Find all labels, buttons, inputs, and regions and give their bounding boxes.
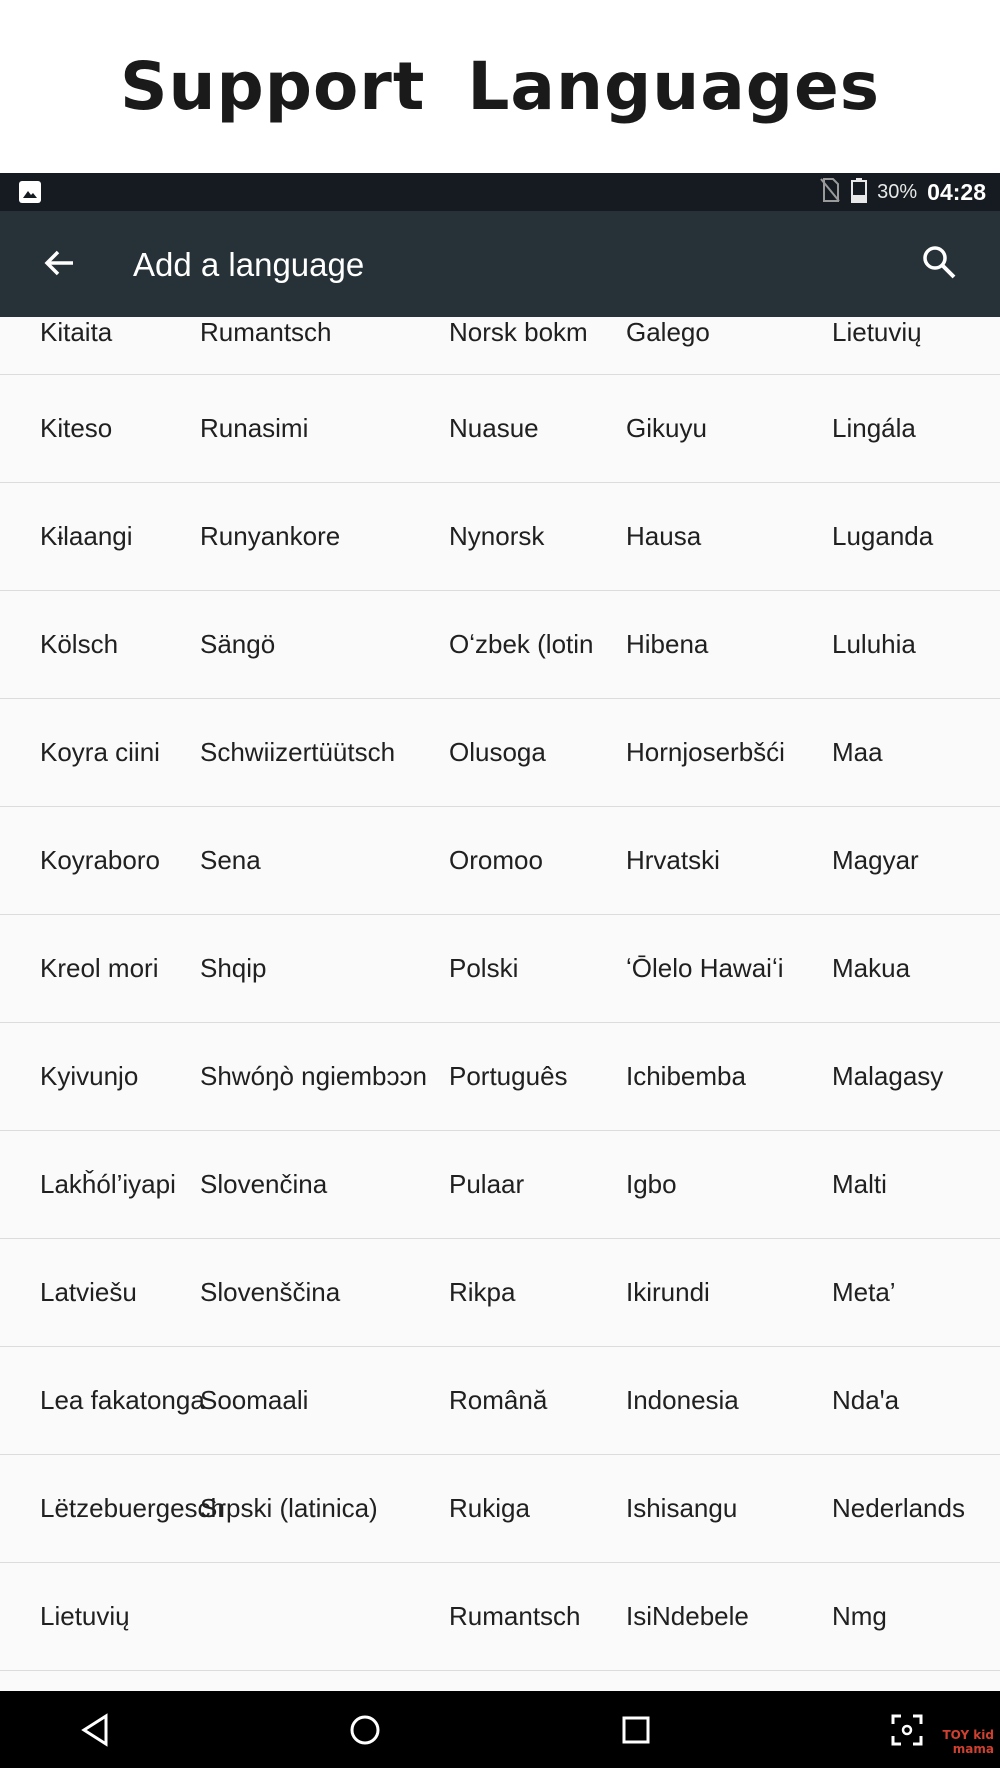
page-title: Add a language xyxy=(133,246,365,283)
language-item[interactable]: Hausa xyxy=(626,521,702,551)
language-item[interactable]: Kitaita xyxy=(40,317,113,347)
language-item[interactable]: Română xyxy=(449,1385,548,1415)
image-notification-icon xyxy=(19,181,41,203)
language-item[interactable]: Polski xyxy=(449,953,519,983)
status-time: 04:28 xyxy=(927,178,986,205)
language-item[interactable]: Schwiizertüütsch xyxy=(200,737,396,767)
language-item[interactable]: Indonesia xyxy=(626,1385,739,1415)
language-item[interactable]: Olusoga xyxy=(449,737,546,767)
language-item[interactable]: Nmg xyxy=(832,1601,887,1631)
language-item[interactable]: Soomaali xyxy=(200,1385,309,1415)
language-item[interactable]: Lietuvių xyxy=(832,317,922,347)
language-list[interactable] xyxy=(0,317,1000,1691)
language-item[interactable]: Maa xyxy=(832,737,883,767)
language-item[interactable] xyxy=(200,1563,410,1670)
language-item[interactable]: Koyra ciini xyxy=(40,737,160,767)
language-item[interactable]: Luganda xyxy=(832,521,934,551)
language-item[interactable]: Igbo xyxy=(626,1169,677,1199)
status-bar xyxy=(0,173,1000,211)
language-item[interactable]: Oʻzbek (lotin xyxy=(449,629,594,659)
watermark-logo: TOY kid mama xyxy=(942,1728,994,1756)
language-row xyxy=(0,699,1000,807)
language-item[interactable]: Lakȟól’iyapi xyxy=(40,1169,176,1199)
language-item[interactable]: Gikuyu xyxy=(626,413,707,443)
language-row xyxy=(0,915,1000,1023)
language-item[interactable]: Shqip xyxy=(200,953,267,983)
language-item[interactable]: Malagasy xyxy=(832,1061,944,1091)
language-item[interactable]: Nuasue xyxy=(449,413,539,443)
language-item[interactable]: Rukiga xyxy=(449,1493,530,1523)
language-item[interactable]: Pulaar xyxy=(449,1169,525,1199)
language-item[interactable]: Kɨlaangi xyxy=(40,521,133,551)
language-item[interactable]: Hornjoserbšći xyxy=(626,737,785,767)
language-item[interactable]: Nynorsk xyxy=(449,521,545,551)
language-row xyxy=(0,591,1000,699)
language-item[interactable]: Ndaꞌa xyxy=(832,1385,900,1415)
language-item[interactable]: Malti xyxy=(832,1169,887,1199)
language-item[interactable]: Lingála xyxy=(832,413,916,443)
language-item[interactable]: Ikirundi xyxy=(626,1277,710,1307)
language-item[interactable]: Ichibemba xyxy=(626,1061,746,1091)
language-item[interactable]: Kiteso xyxy=(40,413,113,443)
language-item[interactable]: Hibena xyxy=(626,629,709,659)
language-item[interactable]: Latviešu xyxy=(40,1277,137,1307)
language-item[interactable]: IsiNdebele xyxy=(626,1601,749,1631)
language-item[interactable]: Sena xyxy=(200,845,261,875)
language-item[interactable]: Shwóŋò ngiembɔɔn xyxy=(200,1061,427,1091)
no-sim-icon xyxy=(819,177,841,208)
language-item[interactable]: Rumantsch xyxy=(449,1601,581,1631)
language-item[interactable]: Rumantsch xyxy=(200,317,332,347)
language-item[interactable]: Norsk bokm xyxy=(449,317,588,347)
language-item[interactable]: Galego xyxy=(626,317,710,347)
language-item[interactable]: Srpski (latinica) xyxy=(200,1493,378,1523)
language-row xyxy=(0,1239,1000,1347)
language-item[interactable]: Slovenčina xyxy=(200,1169,328,1199)
app-bar xyxy=(0,211,1000,317)
banner-title: Support Languages xyxy=(119,48,881,125)
battery-icon xyxy=(851,177,867,208)
navigation-bar xyxy=(0,1691,1000,1768)
language-row xyxy=(0,1023,1000,1131)
language-item[interactable]: Runasimi xyxy=(200,413,309,443)
language-item[interactable]: Luluhia xyxy=(832,629,916,659)
language-item[interactable]: Português xyxy=(449,1061,568,1091)
search-icon[interactable] xyxy=(920,243,958,281)
language-row xyxy=(0,807,1000,915)
nav-recents-icon[interactable] xyxy=(616,1710,656,1750)
language-item[interactable]: Kreol mori xyxy=(40,953,159,983)
language-item[interactable]: Lëtzebuergesch xyxy=(40,1493,226,1523)
language-row xyxy=(0,307,1000,375)
language-item[interactable]: Hrvatski xyxy=(626,845,720,875)
language-row xyxy=(0,1563,1000,1671)
language-item[interactable]: ʻŌlelo Hawaiʻi xyxy=(626,953,784,983)
language-item[interactable]: Nederlands xyxy=(832,1493,965,1523)
language-item[interactable]: Makua xyxy=(832,953,911,983)
language-item[interactable]: Oromoo xyxy=(449,845,543,875)
language-row xyxy=(0,483,1000,591)
language-item[interactable]: Ishisangu xyxy=(626,1493,738,1523)
language-item[interactable]: Lea fakatonga xyxy=(40,1385,205,1415)
arrow-back-icon[interactable] xyxy=(42,245,78,281)
language-item[interactable]: Rikpa xyxy=(449,1277,516,1307)
language-item[interactable]: Runyankore xyxy=(200,521,341,551)
promo-banner xyxy=(0,0,1000,173)
nav-back-icon[interactable] xyxy=(76,1710,116,1750)
language-item[interactable]: Slovenščina xyxy=(200,1277,341,1307)
language-item[interactable]: Sängö xyxy=(200,629,276,659)
language-row xyxy=(0,1131,1000,1239)
language-row xyxy=(0,1347,1000,1455)
language-item[interactable]: Kyivunjo xyxy=(40,1061,139,1091)
battery-percent: 30% xyxy=(877,180,918,203)
language-item[interactable]: Lietuvių xyxy=(40,1601,130,1631)
language-item[interactable]: Kölsch xyxy=(40,629,119,659)
language-item[interactable]: Koyraboro xyxy=(40,845,160,875)
language-row xyxy=(0,375,1000,483)
language-item[interactable]: Meta’ xyxy=(832,1277,896,1307)
nav-home-icon[interactable] xyxy=(345,1710,385,1750)
language-row xyxy=(0,1455,1000,1563)
language-item[interactable]: Magyar xyxy=(832,845,919,875)
